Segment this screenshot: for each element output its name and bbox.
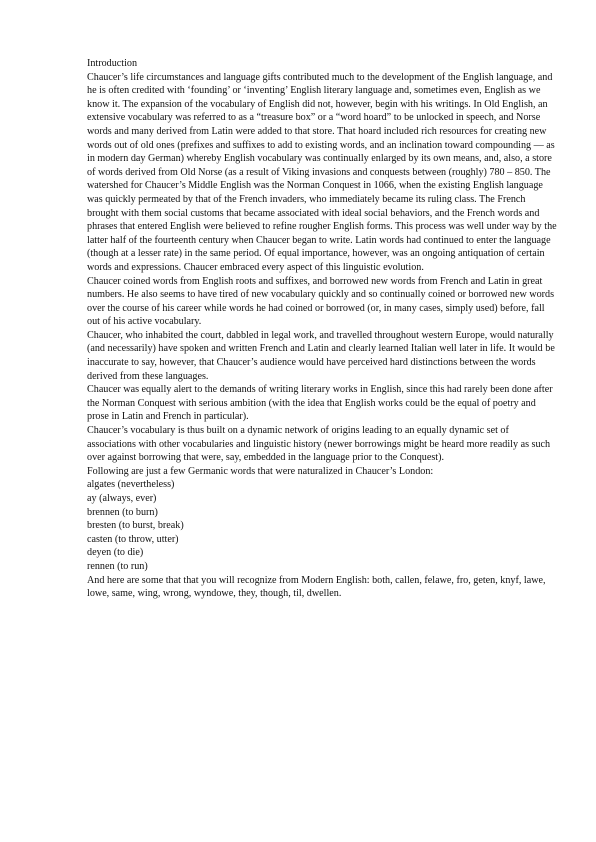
word-list-item: ay (always, ever): [87, 493, 157, 504]
closing-paragraph: And here are some that that you will recognize from Modern English: both, callen, felawe, fro, geten, knyf, lawe, lowe, same, wing, wrong, wyndowe, they, though, til, dwellen.: [87, 574, 546, 600]
word-list-item: brennen (to burn): [87, 506, 158, 518]
paragraph: Chaucer coined words from English roots and suffixes, and borrowed new words from French and Latin in great numbers. He also seems to have tired of new vocabulary quickly and so continually coined or borrowed new words over the course of his career while words he had coined or borrowed (or, in many cases, simply used) before, fall out of his active vocabulary.: [87, 275, 555, 328]
document-page: [87, 57, 557, 601]
paragraph: Chaucer was equally alert to the demands of writing literary works in English, since this had rarely been done after the Norman Conquest with serious ambition (with the idea that English works could be the equal of poetry and prose in Latin and French in particular).: [87, 384, 553, 423]
word-list-item: deyen (to die): [87, 547, 144, 559]
word-list-item: algates (nevertheless): [87, 479, 175, 491]
word-list-item: bresten (to burst, break): [87, 520, 184, 532]
section-heading: Introduction: [87, 58, 138, 69]
paragraph: Chaucer’s life circumstances and language gifts contributed much to the development of the English language, and he is often credited with ‘founding’ or ‘inventing’ English literary language and, sometimes even, English as we know it. The expansion of the vocabulary of English did not, however, begin with his writings. In Old English, an extensive vocabulary was referred to as a “treasure box” or a “word hoard” to be unlocked in speech, and Norse words and many derived from Latin were added to that store. That hoard included rich resources for creating new words out of old ones (prefixes and suffixes to add to existing words, and an inclination toward compounding — as in modern day German) whereby English vocabulary was continually enlarged by its own means, and, also, a store of words derived from Old Norse (as a result of Viking invasions and conquests between (roughly) 780 – 850. The watershed for Chaucer’s Middle English was the Norman Conquest in 1066, when the existing English language was quickly permeated by that of the French invaders, who immediately became its ruling class. The French brought with them social customs that became associated with ideal social behaviors, and the French words and phrases that entered English were believed to refine rougher English forms. This process was well under way by the latter half of the fourteenth century when Chaucer began to write. Latin words had continued to enter the language (though at a lesser rate) in the same period. Of equal importance, however, was an ongoing antiquation of certain words and expressions. Chaucer embraced every aspect of this linguistic evolution.: [87, 71, 557, 273]
paragraph: Chaucer, who inhabited the court, dabbled in legal work, and travelled throughout western Europe, would naturally (and necessarily) have spoken and written French and Latin and clearly learned Italian well later in life. It would be inaccurate to say, however, that Chaucer’s audience would have perceived hard distinctions between the words derived from these languages.: [87, 329, 555, 382]
word-list-item: rennen (to run): [87, 560, 148, 572]
word-list-item: casten (to throw, utter): [87, 533, 179, 545]
paragraph: Chaucer’s vocabulary is thus built on a dynamic network of origins leading to an equally dynamic set of associations with other vocabularies and linguistic history (newer borrowings might be heard more readily as such over against borrowing that were, say, embedded in the language prior to the Conquest).: [87, 425, 551, 464]
paragraph: Following are just a few Germanic words that were naturalized in Chaucer’s London:: [87, 465, 434, 477]
